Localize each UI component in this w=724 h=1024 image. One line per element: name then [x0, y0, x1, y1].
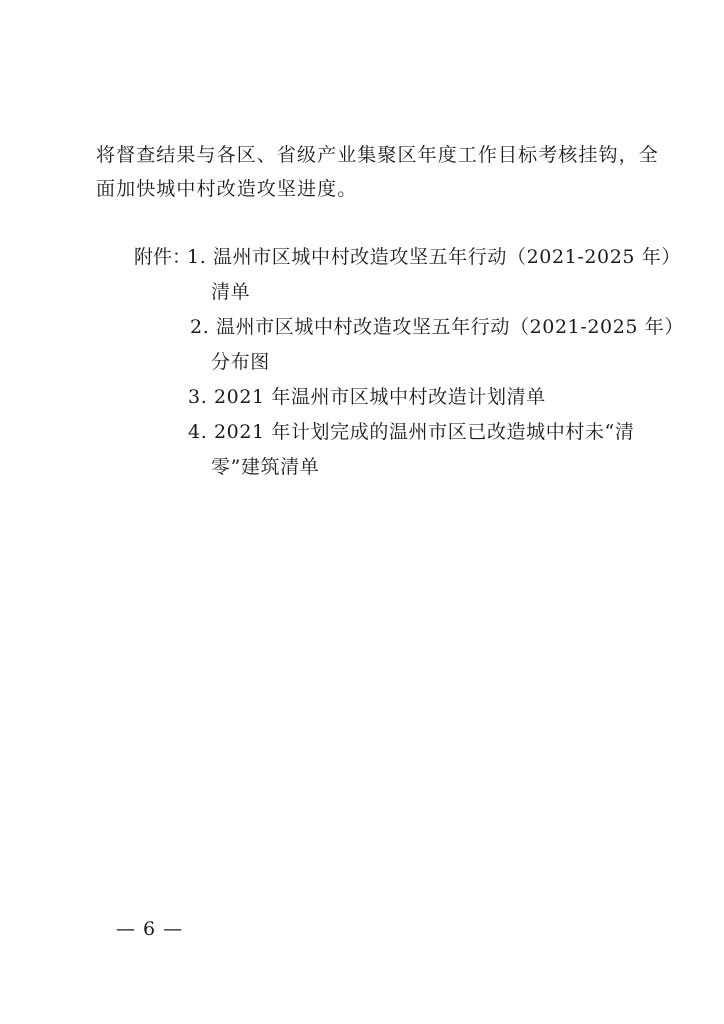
attachment-item-4: 4. 2021 年计划完成的温州市区已改造城中村未“清 [188, 421, 635, 443]
attachment-item-4-continuation: 零”建筑清单 [211, 456, 320, 478]
page-number: — 6 — [116, 918, 184, 940]
body-paragraph-line-2: 面加快城中村改造攻坚进度。 [96, 178, 358, 200]
attachment-item-3: 3. 2021 年温州市区城中村改造计划清单 [188, 386, 546, 408]
body-paragraph-line-1: 将督查结果与各区、省级产业集聚区年度工作目标考核挂钩，全 [96, 144, 659, 166]
attachment-item-2: 2. 温州市区城中村改造攻坚五年行动（2021-2025 年） [190, 316, 684, 338]
attachment-item-1: 1. 温州市区城中村改造攻坚五年行动（2021-2025 年） [187, 246, 681, 268]
attachment-item-1-continuation: 清单 [211, 281, 251, 303]
attachment-item-2-continuation: 分布图 [211, 351, 270, 373]
attachments-label: 附件： [134, 246, 192, 268]
